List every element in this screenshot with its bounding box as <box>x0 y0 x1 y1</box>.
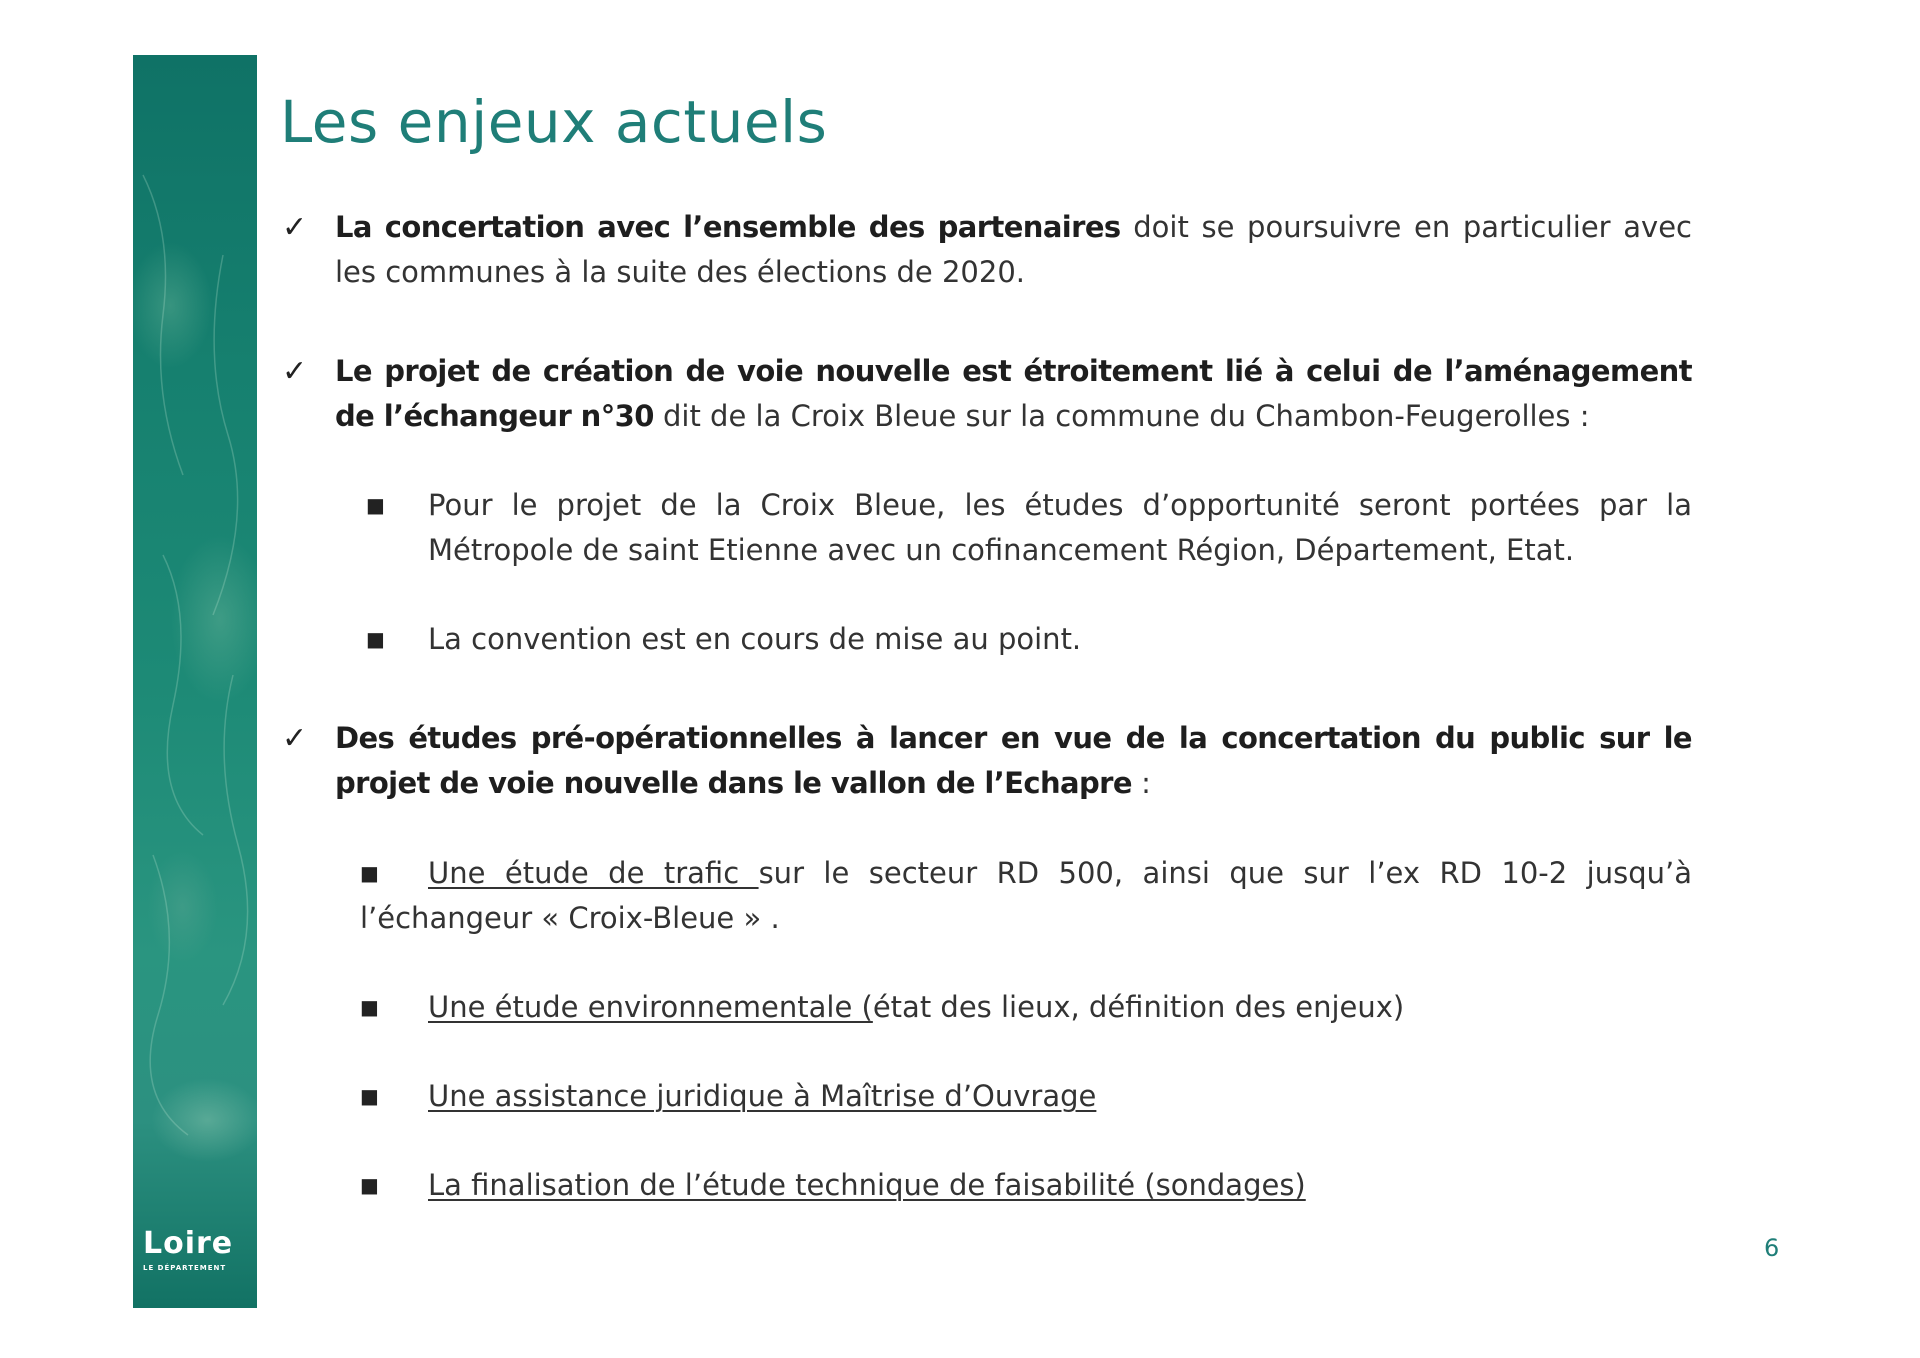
check-item-etudes <box>280 716 1692 806</box>
sub-item-finalisation <box>280 1163 1692 1208</box>
item-bold-text: Le projet de création de voie nouvelle est étroitement lié à celui de l’aménagement de l’échangeur n°30 <box>335 354 1692 433</box>
logo-wordmark: Loire <box>143 1226 234 1261</box>
slide-title: Les enjeux actuels <box>280 88 828 156</box>
check-item-projet <box>280 349 1692 439</box>
item-bold-text: La concertation avec l’ensemble des partenaires <box>335 210 1121 244</box>
page-number: 6 <box>1764 1234 1780 1262</box>
logo-subtitle: LE DÉPARTEMENT <box>143 1264 227 1272</box>
sub-item-text: état des lieux, définition des enjeux) <box>872 990 1405 1024</box>
item-text: doit se poursuivre en particulier avec les communes à la suite des élections de 2020. <box>335 210 1692 289</box>
sub-item-underlined-text: Une étude environnementale ( <box>428 990 873 1024</box>
sub-item-trafic <box>280 851 1692 941</box>
decorative-side-band <box>133 55 257 1308</box>
square-bullet-icon: ■ <box>360 995 379 1019</box>
square-bullet-icon: ■ <box>360 1084 379 1108</box>
item-text: dit de la Croix Bleue sur la commune du Chambon-Feugerolles : <box>653 399 1590 433</box>
sub-item-convention <box>280 617 1692 662</box>
sub-item-assistance <box>280 1074 1692 1119</box>
item-bold-text: Des études pré-opérationnelles à lancer en vue de la concertation du public sur le projet de voie nouvelle dans le vallon de l’Echapre <box>335 721 1692 800</box>
sub-item-text: La convention est en cours de mise au point. <box>428 622 1082 656</box>
sub-item-environnement <box>280 985 1692 1030</box>
sub-item-croix-bleue <box>280 483 1692 573</box>
tree-texture-image <box>133 55 257 1308</box>
check-item-concertation <box>280 205 1692 295</box>
sub-item-underlined-text: Une assistance juridique à Maîtrise d’Ouvrage <box>428 1079 1097 1113</box>
sub-item-text: Pour le projet de la Croix Bleue, les études d’opportunité seront portées par la Métropole de saint Etienne avec un cofinancement Région, Département, Etat. <box>428 488 1692 567</box>
check-mark-icon: ✓ <box>282 721 308 756</box>
sub-item-text: sur le secteur RD 500, ainsi que sur l’ex RD 10-2 jusqu’à l’échangeur « Croix-Bleue » . <box>360 856 1692 935</box>
check-mark-icon: ✓ <box>282 354 308 389</box>
item-text: : <box>1131 766 1151 800</box>
check-mark-icon: ✓ <box>282 210 308 245</box>
loire-logo <box>143 1228 247 1272</box>
square-bullet-icon: ■ <box>366 493 385 517</box>
slide-content <box>280 205 1692 1208</box>
sub-item-underlined-text: Une étude de trafic <box>428 856 759 890</box>
square-bullet-icon: ■ <box>366 627 385 651</box>
sub-item-underlined-text: La finalisation de l’étude technique de faisabilité (sondages) <box>428 1168 1306 1202</box>
square-bullet-icon: ■ <box>360 1173 379 1197</box>
square-bullet-icon: ■ <box>360 861 379 885</box>
